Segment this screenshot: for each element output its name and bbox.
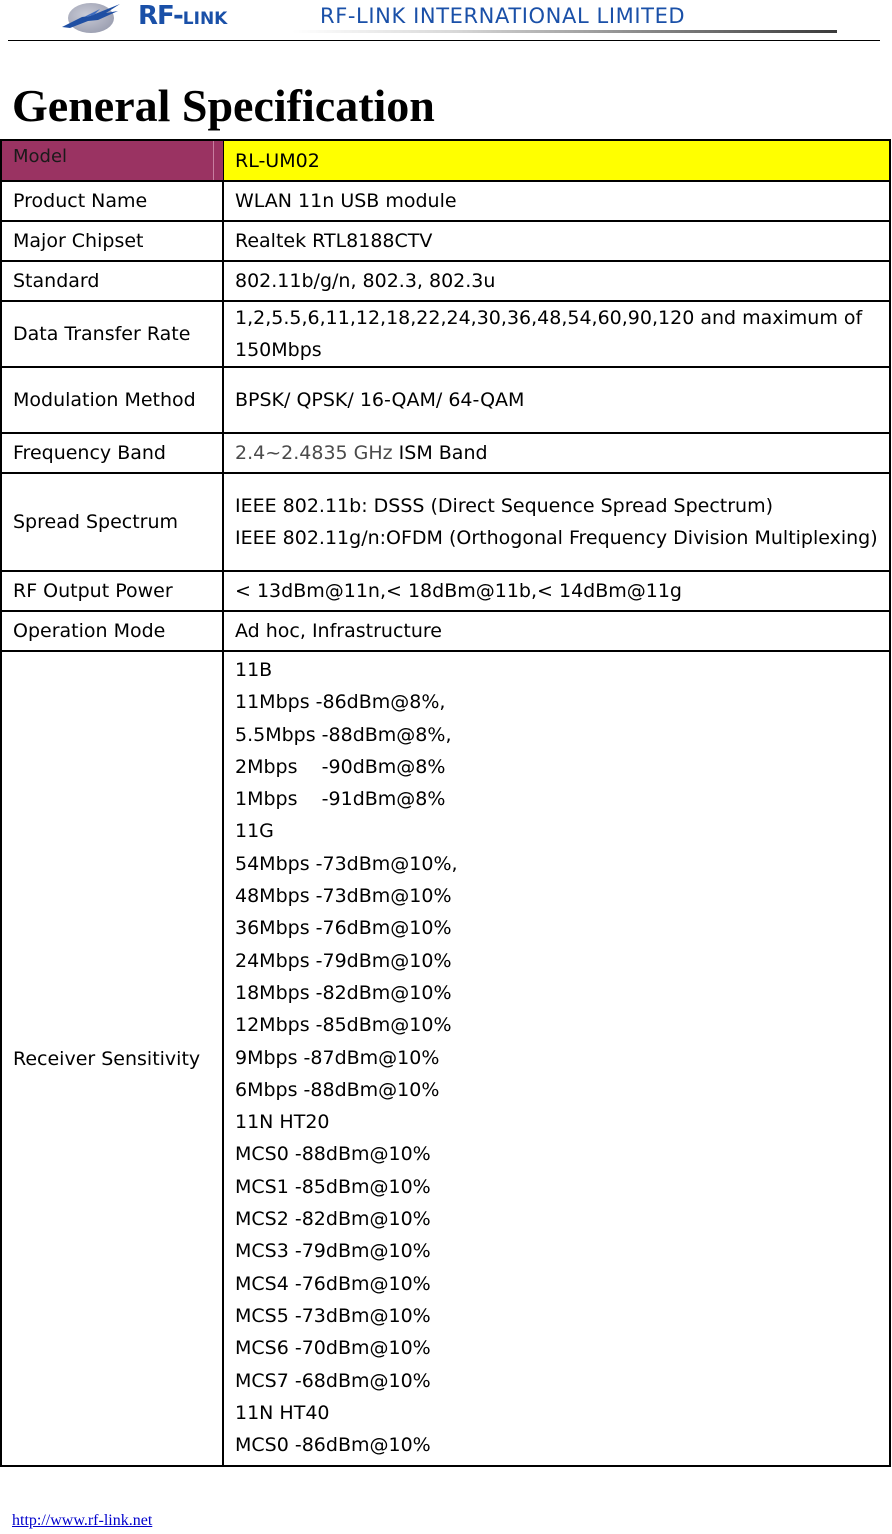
sensitivity-line: 12Mbps -85dBm@10% bbox=[235, 1014, 452, 1037]
table-row-spread-spectrum bbox=[1, 473, 890, 571]
spec-table bbox=[0, 139, 891, 1467]
sensitivity-line: 2Mbps -90dBm@8% bbox=[235, 755, 446, 778]
sensitivity-line: MCS5 -73dBm@10% bbox=[235, 1304, 431, 1327]
logo-wordmark: RF-LINK bbox=[138, 0, 228, 31]
row-value: 802.11b/g/n, 802.3, 802.3u bbox=[223, 261, 890, 301]
table-row-data-transfer-rate bbox=[1, 301, 890, 367]
sensitivity-line: 1Mbps -91dBm@8% bbox=[235, 788, 446, 811]
sensitivity-line: 24Mbps -79dBm@10% bbox=[235, 949, 452, 972]
row-label: Modulation Method bbox=[1, 367, 223, 433]
table-row-frequency-band bbox=[1, 433, 890, 473]
sensitivity-line: MCS0 -88dBm@10% bbox=[235, 1143, 431, 1166]
sensitivity-line: 48Mbps -73dBm@10% bbox=[235, 885, 452, 908]
sensitivity-line: 5.5Mbps -88dBm@8%, bbox=[235, 723, 452, 746]
sensitivity-line: 36Mbps -76dBm@10% bbox=[235, 917, 452, 940]
sensitivity-line: 11N HT40 bbox=[235, 1401, 330, 1424]
row-label: Operation Mode bbox=[1, 611, 223, 651]
row-value: 2.4~2.4835 GHz ISM Band bbox=[223, 433, 890, 473]
row-value: WLAN 11n USB module bbox=[223, 181, 890, 221]
sensitivity-line: 18Mbps -82dBm@10% bbox=[235, 981, 452, 1004]
row-value: IEEE 802.11b: DSSS (Direct Sequence Spread Spectrum) IEEE 802.11g/n:OFDM (Orthogonal Frequency Division Multiplexing) bbox=[223, 473, 890, 571]
sensitivity-line: 11Mbps -86dBm@8%, bbox=[235, 691, 446, 714]
row-value: Ad hoc, Infrastructure bbox=[223, 611, 890, 651]
sensitivity-line: 11B bbox=[235, 659, 273, 681]
sensitivity-line: MCS7 -68dBm@10% bbox=[235, 1369, 431, 1392]
table-row-rf-output-power bbox=[1, 571, 890, 611]
table-row-product-name bbox=[1, 181, 890, 221]
sensitivity-line: MCS3 -79dBm@10% bbox=[235, 1240, 431, 1263]
company-name: RF-LINK INTERNATIONAL LIMITED bbox=[320, 4, 686, 28]
table-row-modulation-method bbox=[1, 367, 890, 433]
table-row-receiver-sensitivity bbox=[1, 651, 890, 1466]
row-value: BPSK/ QPSK/ 16-QAM/ 64-QAM bbox=[223, 367, 890, 433]
company-underline bbox=[292, 30, 837, 33]
sensitivity-line: MCS4 -76dBm@10% bbox=[235, 1272, 431, 1295]
row-label: Receiver Sensitivity bbox=[1, 651, 223, 1466]
model-value: RL-UM02 bbox=[223, 140, 890, 181]
sensitivity-line: MCS6 -70dBm@10% bbox=[235, 1337, 431, 1360]
page-title: General Specification bbox=[12, 80, 435, 131]
row-label: Frequency Band bbox=[1, 433, 223, 473]
row-label: RF Output Power bbox=[1, 571, 223, 611]
table-row-major-chipset bbox=[1, 221, 890, 261]
row-value: < 13dBm@11n,< 18dBm@11b,< 14dBm@11g bbox=[223, 571, 890, 611]
bird-logo-icon bbox=[58, 1, 128, 33]
row-value: Realtek RTL8188CTV bbox=[223, 221, 890, 261]
row-value bbox=[223, 651, 890, 1466]
sensitivity-line: MCS1 -85dBm@10% bbox=[235, 1175, 431, 1198]
row-value: 1,2,5.5,6,11,12,18,22,24,30,36,48,54,60,90,120 and maximum of 150Mbps bbox=[223, 301, 890, 367]
row-label: Major Chipset bbox=[1, 221, 223, 261]
page-header bbox=[0, 0, 892, 42]
row-label: Standard bbox=[1, 261, 223, 301]
sensitivity-line: MCS2 -82dBm@10% bbox=[235, 1208, 431, 1231]
rf-link-logo bbox=[58, 1, 298, 33]
website-link[interactable]: http://www.rf-link.net bbox=[12, 1512, 153, 1529]
sensitivity-line: 11G bbox=[235, 820, 274, 843]
sensitivity-line: 6Mbps -88dBm@10% bbox=[235, 1078, 440, 1101]
sensitivity-line: 11N HT20 bbox=[235, 1111, 330, 1134]
sensitivity-list bbox=[235, 652, 889, 1465]
row-label: Product Name bbox=[1, 181, 223, 221]
header-divider bbox=[8, 40, 880, 41]
table-row-standard bbox=[1, 261, 890, 301]
row-label: Data Transfer Rate bbox=[1, 301, 223, 367]
sensitivity-line: MCS0 -86dBm@10% bbox=[235, 1434, 431, 1457]
sensitivity-line: 54Mbps -73dBm@10%, bbox=[235, 852, 458, 875]
table-row-model bbox=[1, 140, 890, 181]
row-label: Spread Spectrum bbox=[1, 473, 223, 571]
row-label: Model bbox=[1, 140, 223, 181]
table-row-operation-mode bbox=[1, 611, 890, 651]
frequency-range: 2.4~2.4835 GHz bbox=[235, 442, 393, 464]
sensitivity-line: 9Mbps -87dBm@10% bbox=[235, 1046, 440, 1069]
